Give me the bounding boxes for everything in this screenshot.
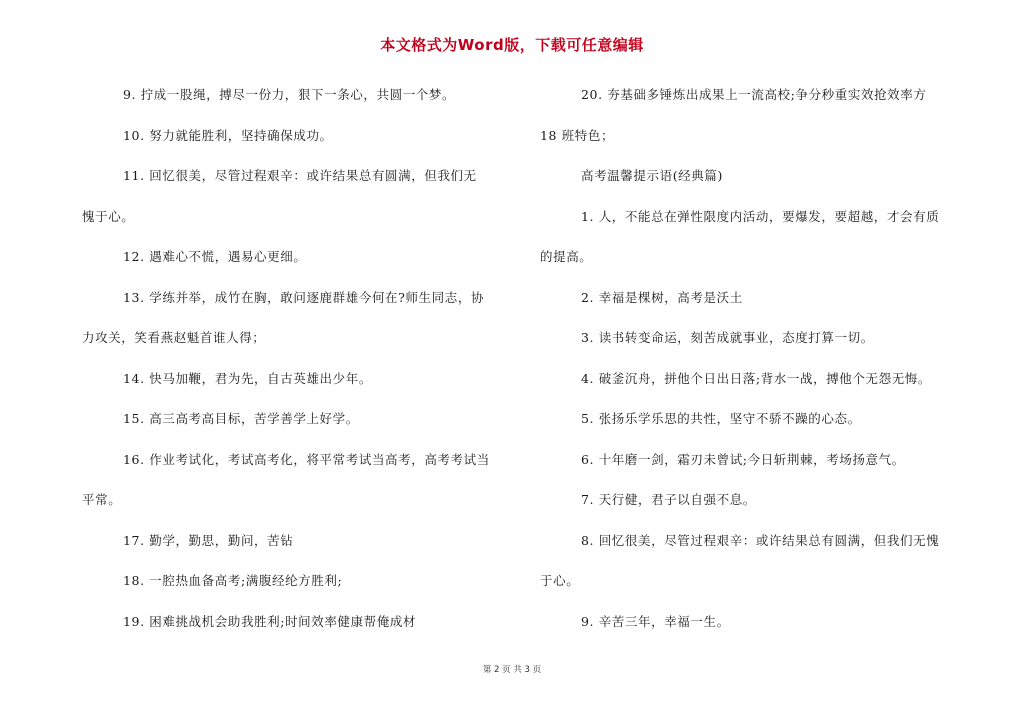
text-line: 平常。 [82,492,122,507]
left-column [82,84,502,651]
text-line: 高考温馨提示语(经典篇) [581,168,723,183]
text-line: 17. 勤学，勤思，勤问，苦钻 [123,532,294,548]
text-line: 14. 快马加鞭，君为先，自古英雄出少年。 [123,370,372,386]
text-line: 9. 拧成一股绳，搏尽一份力，狠下一条心，共圆一个梦。 [123,87,456,102]
text-line: 4. 破釜沉舟，拼他个日出日落;背水一战，搏他个无怨无悔。 [581,370,932,386]
text-line: 19. 困难挑战机会助我胜利;时间效率健康帮俺成材 [123,613,417,629]
text-line: 16. 作业考试化，考试高考化，将平常考试当高考，高考考试当 [123,451,490,467]
text-line: 10. 努力就能胜利，坚持确保成功。 [123,127,333,143]
text-line: 2. 幸福是棵树，高考是沃土 [581,289,743,305]
text-line: 15. 高三高考高目标，苦学善学上好学。 [123,411,359,426]
text-line: 20. 夯基础多锤炼出成果上一流高校;争分秒重实效抢效率方 [581,87,927,102]
page-number-footer: 第 2 页 共 3 页 [482,665,542,675]
word-format-banner: 本文格式为Word版，下载可任意编辑 [380,36,644,54]
text-line: 18 班特色； [540,127,615,143]
text-line: 8. 回忆很美，尽管过程艰辛：或许结果总有圆满，但我们无愧 [581,532,940,548]
right-column [540,84,960,651]
text-line: 6. 十年磨一剑，霜刃未曾试;今日斩荆棘，考场扬意气。 [581,451,905,467]
text-line: 7. 天行健，君子以自强不息。 [581,492,756,507]
text-line: 13. 学练并举，成竹在胸，敢问逐鹿群雄今何在?师生同志，协 [123,289,485,305]
text-line: 5. 张扬乐学乐思的共性，坚守不骄不躁的心态。 [581,411,861,426]
text-line: 9. 辛苦三年，幸福一生。 [581,613,730,629]
text-line: 18. 一腔热血备高考;满腹经纶方胜利; [123,573,343,588]
text-line: 1. 人，不能总在弹性限度内活动，要爆发，要超越，才会有质 [581,208,940,224]
text-line: 3. 读书转变命运，刻苦成就事业，态度打算一切。 [581,330,874,345]
text-line: 力攻关，笑看燕赵魁首谁人得； [82,330,266,345]
text-line: 11. 回忆很美，尽管过程艰辛：或许结果总有圆满，但我们无 [123,168,477,183]
text-line: 愧于心。 [82,208,135,224]
text-line: 的提高。 [540,249,593,264]
text-line: 12. 遇难心不慌，遇易心更细。 [123,249,307,264]
text-line: 于心。 [540,573,580,588]
